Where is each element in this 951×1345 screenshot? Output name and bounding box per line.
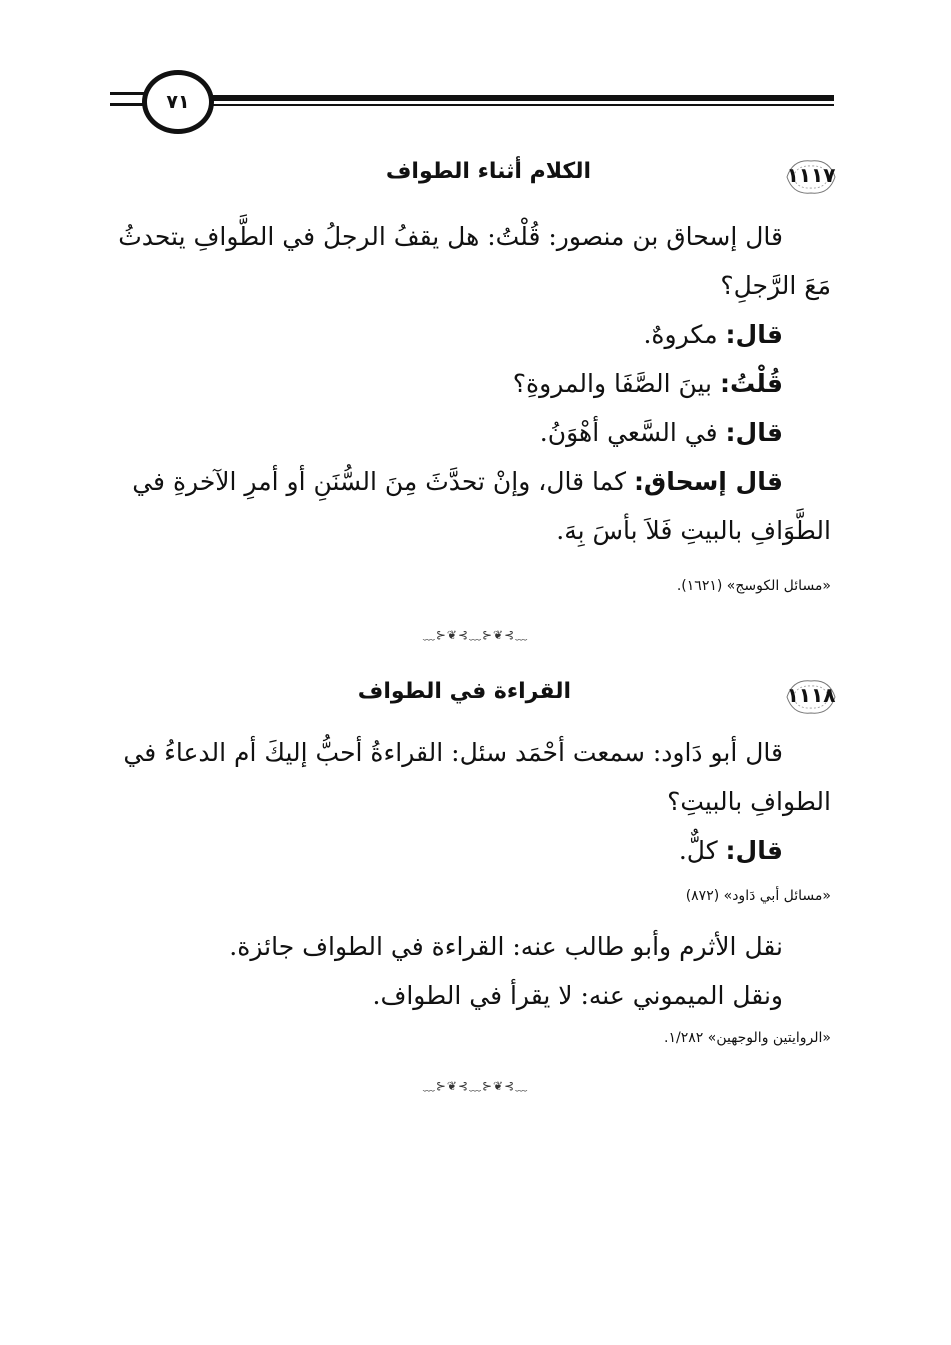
section-title: القراءة في الطواف	[357, 679, 571, 704]
text-line: الطوافِ بالبيتِ؟	[667, 787, 831, 816]
issue-number: ١١١٨	[786, 683, 836, 707]
issue-number-badge	[781, 675, 841, 719]
header-rule-thin	[212, 104, 834, 106]
issue-number: ١١١٧	[786, 163, 836, 187]
section-divider-ornament: ﹏⊱❦⊰﹏⊱❦⊰﹏	[422, 628, 529, 642]
section-heading-1118	[111, 675, 841, 719]
section-body-1118	[111, 728, 831, 875]
text-line: نقل الأثرم وأبو طالب عنه: القراءة في الطواف جائزة.	[229, 932, 783, 961]
narration-notes	[111, 922, 831, 1020]
text-line: قال: كلٌّ.	[678, 836, 783, 865]
text-line: ونقل الميموني عنه: لا يقرأ في الطواف.	[372, 981, 783, 1010]
source-citation: «الروايتين والوجهين» ١/٢٨٢.	[664, 1030, 831, 1046]
section-heading-1117	[111, 155, 841, 199]
text-line: قُلْتُ: بينَ الصَّفَا والمروةِ؟	[512, 369, 783, 398]
header-rule-thick	[212, 95, 834, 101]
text-line: مَعَ الرَّجلِ؟	[720, 271, 831, 300]
text-line: الطَّوَافِ بالبيتِ فَلاَ بأسَ بِهَ.	[556, 516, 831, 545]
section-title: الكلام أثناء الطواف	[385, 159, 591, 184]
issue-number-badge	[781, 155, 841, 199]
source-citation: «مسائل أبي دَاود» (٨٧٢)	[685, 888, 831, 904]
page-number-circle	[142, 70, 214, 134]
page-header	[0, 0, 951, 140]
section-body-1117	[111, 212, 831, 555]
text-line: قال إسحاق بن منصور: قُلْتُ: هل يقفُ الرجلُ في الطَّوافِ يتحدثُ	[118, 222, 783, 251]
text-line: قال إسحاق: كما قال، وإنْ تحدَّثَ مِنَ السُّنَنِ أو أمرِ الآخرةِ في	[132, 467, 783, 496]
text-line: قال: مكروهٌ.	[643, 320, 783, 349]
source-citation: «مسائل الكوسج» (١٦٢١).	[676, 578, 831, 594]
text-line: قال: في السَّعي أهْوَنُ.	[539, 418, 783, 447]
page-number: ٧١	[166, 91, 190, 113]
section-divider-ornament: ﹏⊱❦⊰﹏⊱❦⊰﹏	[422, 1079, 529, 1093]
text-line: قال أبو دَاود: سمعت أحْمَد سئل: القراءةُ أحبُّ إليكَ أم الدعاءُ في	[123, 738, 783, 767]
